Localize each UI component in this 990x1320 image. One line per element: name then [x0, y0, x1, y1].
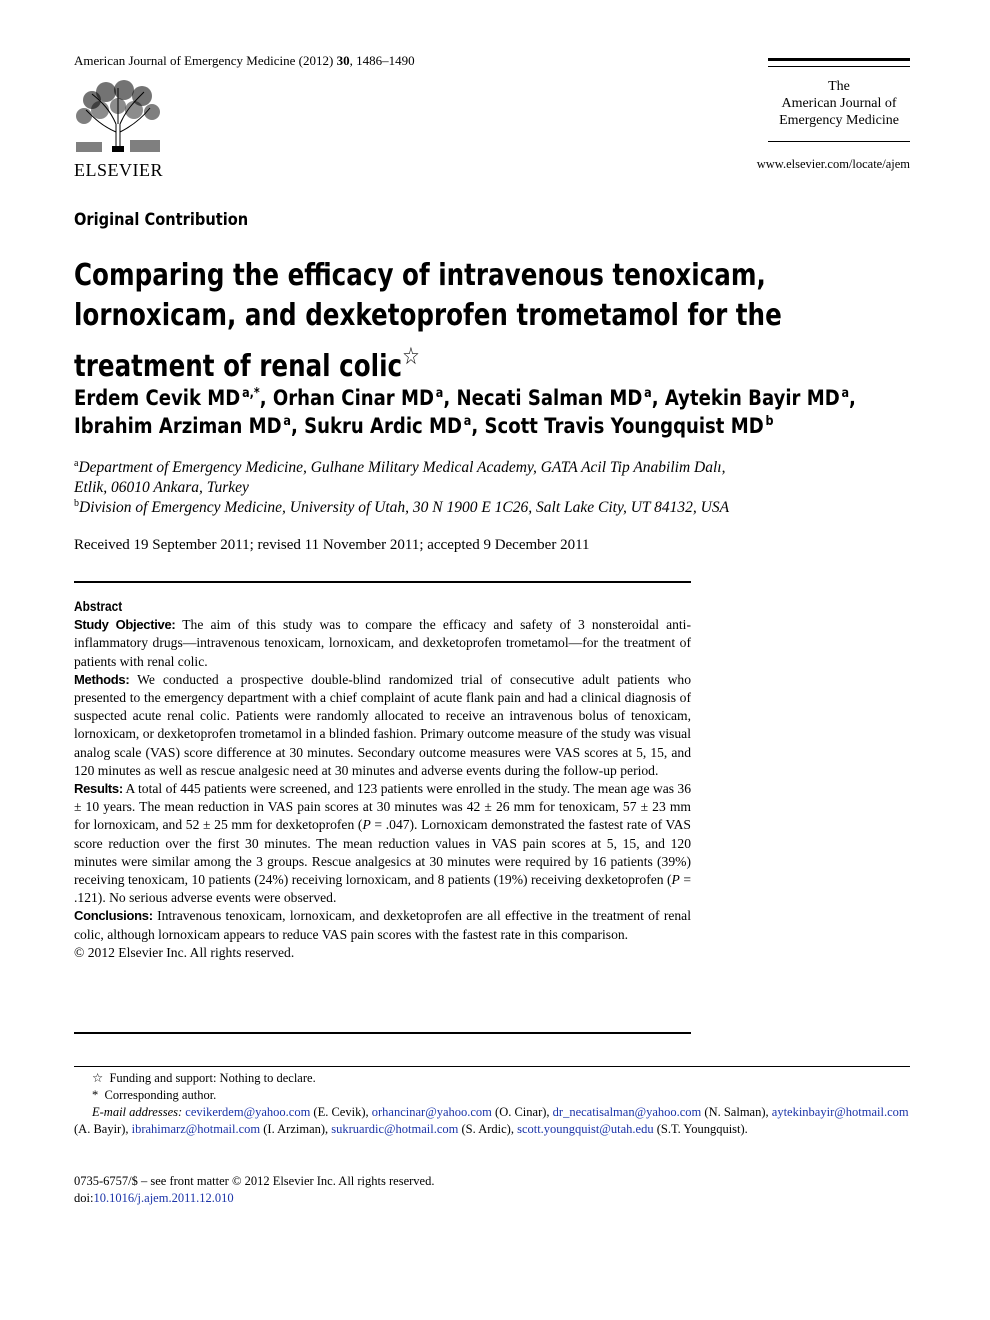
affiliation-b-sup: b: [74, 498, 79, 509]
author-affiliation-sup[interactable]: a: [283, 414, 291, 429]
journal-line-1: The: [828, 79, 850, 94]
elsevier-tree-logo: [72, 80, 164, 154]
author-separator: ,: [259, 386, 273, 410]
affiliation-b-text: Division of Emergency Medicine, University of Utah, 30 N 1900 E 1C26, Salt Lake City, UT 84132, USA: [79, 499, 730, 516]
email-link[interactable]: ibrahimarz@hotmail.com: [131, 1122, 261, 1136]
title-line-3: [74, 336, 853, 387]
title-line-2: lornoxicam, and dexketoprofen trometamol for the: [74, 298, 782, 333]
author-line-1: [74, 384, 900, 412]
author-name: Sukru Ardic MD: [304, 414, 462, 438]
author-separator: ,: [443, 386, 457, 410]
abstract-methods: [74, 671, 691, 780]
doi-label: doi:: [74, 1191, 94, 1205]
abstract-heading: Abstract: [74, 599, 123, 614]
author-name: Erdem Cevik MD: [74, 386, 241, 410]
affiliation-a-line-1: Department of Emergency Medicine, Gulhane Military Medical Academy, GATA Acil Tip Anabilim Dalı,: [78, 459, 726, 476]
author-name: Orhan Cinar MD: [272, 386, 434, 410]
abstract-copyright: © 2012 Elsevier Inc. All rights reserved.: [74, 944, 295, 960]
email-link[interactable]: scott.youngquist@utah.edu: [517, 1122, 654, 1136]
abstract-conclusions: [74, 907, 691, 943]
conclusions-text: Intravenous tenoxicam, lornoxicam, and dexketoprofen are all effective in the treatment of renal colic, although lornoxicam appears to reduce VAS pain scores with the fastest rate in this comparison.: [74, 908, 691, 942]
article-title: [74, 256, 853, 387]
author-affiliation-sup[interactable]: a: [644, 386, 652, 401]
citation-pages: , 1486–1490: [349, 53, 415, 68]
email-owner: (O. Cinar),: [491, 1105, 553, 1119]
journal-rule-thin: [768, 66, 910, 67]
methods-text: We conducted a prospective double-blind randomized trial of consecutive adult patients who presented to the emergency department with a chief complaint of acute flank pain and had a clinical diagnosis of suspected acute renal colic. Patients were randomly allocated to receive an intravenous bolus of tenoxicam, lornoxicam, or dexketoprofen trometamol in a blinded fashion. Primary outcome measure of the study was visual analog scale (VAS) score difference at 30 minutes. Secondary outcome measures were VAS scores at 5, 15, and 120 minutes as well as rescue analgesic need at 30 minutes and adverse events during the follow-up period.: [74, 671, 691, 778]
corresponding-footnote: [74, 1087, 910, 1104]
email-label: E-mail addresses:: [92, 1105, 183, 1119]
results-text-2: = .047). Lornoxicam demonstrated the fastest rate of VAS score reduction over the first 30 minutes. The mean reduction values in VAS pain scores at 5, 15, and 120 minutes were similar among the 3 groups. Rescue analgesics at 30 minutes were required by 16 patients (39%) receiving tenoxicam, 10 patients (24%) receiving lornoxicam, and 8 patients (19%) receiving dexketoprofen (: [74, 817, 691, 888]
footnotes: [74, 1070, 910, 1138]
abstract-rule-bottom: [74, 1032, 691, 1034]
affiliation-b: [74, 498, 874, 518]
email-owner: (A. Bayir),: [74, 1122, 132, 1136]
affiliations: [74, 458, 874, 518]
objective-text: The aim of this study was to compare the efficacy and safety of 3 nonsteroidal anti-inflammatory drugs—intravenous tenoxicam, lornoxicam, and dexketoprofen trometamol—for the treatment of patients with renal colic.: [74, 617, 691, 669]
author-separator: ,: [849, 386, 856, 410]
doi-link[interactable]: 10.1016/j.ajem.2011.12.010: [93, 1191, 234, 1205]
email-link[interactable]: sukruardic@hotmail.com: [331, 1122, 459, 1136]
email-owner: (N. Salman),: [701, 1105, 772, 1119]
publisher-name: ELSEVIER: [74, 160, 163, 180]
results-text-1: A total of 445 patients were screened, and 123 patients were enrolled in the study. The mean age was 36 ± 10 years. The mean reduction in VAS pain scores at 30 minutes was 42 ± 26 mm for tenoxicam, 57 ± 23 mm for lornoxicam, and 52 ± 25 mm for dexketoprofen (: [74, 781, 692, 833]
results-label: Results:: [74, 781, 123, 797]
corresponding-mark: *: [92, 1088, 99, 1102]
journal-citation: [74, 53, 415, 69]
objective-label: Study Objective:: [74, 617, 176, 633]
title-footnote-star-icon[interactable]: ☆: [402, 342, 420, 370]
email-owner: (I. Arziman),: [260, 1122, 332, 1136]
results-p-symbol: P: [671, 872, 680, 888]
author-name: Necati Salman MD: [456, 386, 643, 410]
author-affiliation-sup[interactable]: a: [841, 386, 850, 401]
affiliation-a-sup: a: [74, 458, 79, 469]
affiliation-a-continued: Etlik, 06010 Ankara, Turkey: [74, 479, 249, 496]
author-affiliation-sup[interactable]: b: [765, 414, 774, 429]
doi-line: [74, 1190, 674, 1207]
abstract-rule-top: [74, 581, 691, 583]
methods-label: Methods:: [74, 671, 130, 687]
journal-rule-bottom: [768, 141, 910, 142]
abstract-box: [74, 598, 691, 962]
issn-block: [74, 1173, 674, 1207]
email-owner: (S. Ardic),: [458, 1122, 518, 1136]
email-footnote: [74, 1104, 910, 1138]
author-separator: ,: [471, 414, 485, 438]
author-name: Scott Travis Youngquist MD: [484, 414, 764, 438]
affiliation-a: [74, 458, 874, 478]
author-affiliation-sup[interactable]: a: [435, 386, 444, 401]
email-link[interactable]: cevikerdem@yahoo.com: [185, 1105, 311, 1119]
conclusions-label: Conclusions:: [74, 908, 153, 924]
results-text-3: = .121). No serious adverse events were observed.: [74, 872, 691, 906]
abstract-objective: [74, 616, 691, 671]
corresponding-text: Corresponding author.: [104, 1088, 217, 1102]
journal-masthead: [768, 78, 910, 129]
email-link[interactable]: dr_necatisalman@yahoo.com: [552, 1105, 702, 1119]
author-separator: ,: [651, 386, 665, 410]
journal-url-link[interactable]: www.elsevier.com/locate/ajem: [756, 157, 910, 171]
funding-footnote: [74, 1070, 910, 1087]
abstract-results: [74, 780, 691, 907]
author-name: Ibrahim Arziman MD: [74, 414, 282, 438]
email-owner: (E. Cevik),: [310, 1105, 372, 1119]
funding-star-icon: ☆: [92, 1071, 104, 1085]
author-name: Aytekin Bayir MD: [664, 386, 840, 410]
section-label: Original Contribution: [74, 210, 249, 230]
author-separator: ,: [290, 414, 305, 438]
author-line-2: [74, 412, 900, 440]
title-line-1: Comparing the efficacy of intravenous tenoxicam,: [74, 258, 766, 293]
author-affiliation-sup[interactable]: a: [463, 414, 472, 429]
author-affiliation-sup[interactable]: a,*: [242, 386, 260, 401]
author-list: [74, 384, 900, 440]
article-dates: Received 19 September 2011; revised 11 November 2011; accepted 9 December 2011: [74, 537, 590, 553]
citation-volume: 30: [336, 53, 350, 68]
results-p-symbol: P: [362, 817, 371, 833]
email-owner: (S.T. Youngquist).: [653, 1122, 748, 1136]
journal-rule-top: [768, 58, 910, 61]
journal-line-3: Emergency Medicine: [779, 113, 899, 128]
journal-line-2: American Journal of: [781, 96, 897, 111]
email-link[interactable]: aytekinbayir@hotmail.com: [771, 1105, 909, 1119]
title-line-3-text: treatment of renal colic: [74, 349, 403, 384]
citation-prefix: American Journal of Emergency Medicine (2012): [74, 53, 337, 68]
issn-line: 0735-6757/$ – see front matter © 2012 Elsevier Inc. All rights reserved.: [74, 1174, 435, 1188]
email-link[interactable]: orhancinar@yahoo.com: [371, 1105, 492, 1119]
funding-text: Funding and support: Nothing to declare.: [109, 1071, 316, 1085]
footnote-rule: [74, 1066, 910, 1067]
